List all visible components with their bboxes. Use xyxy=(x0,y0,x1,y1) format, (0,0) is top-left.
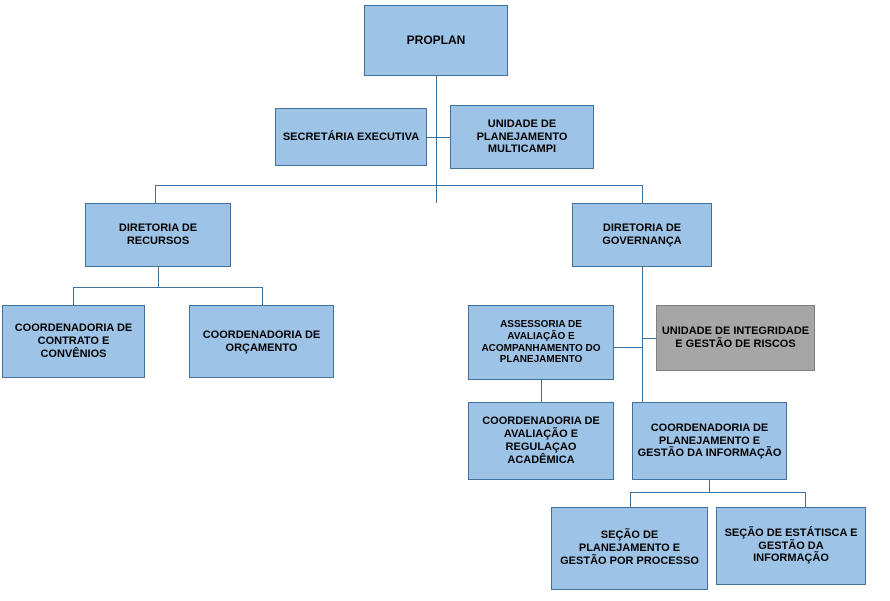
connector-coordplan-bus xyxy=(630,492,805,493)
connector-recursos-down xyxy=(158,267,159,287)
connector-coordaval-link-v xyxy=(541,380,542,402)
connector-coordplan-down xyxy=(642,347,643,402)
org-node-coord-orcamento[interactable]: COORDENADORIA DE ORÇAMENTO xyxy=(189,305,334,378)
org-node-proplan[interactable]: PROPLAN xyxy=(364,5,508,76)
org-node-secao-est[interactable]: SEÇÃO DE ESTÁTISCA E GESTÃO DA INFORMAÇÃO xyxy=(716,507,866,585)
connector-recursos-bus xyxy=(73,287,262,288)
org-node-dir-governanca[interactable]: DIRETORIA DE GOVERNANÇA xyxy=(572,203,712,267)
org-node-secao-proc[interactable]: SEÇÃO DE PLANEJAMENTO E GESTÃO POR PROCESSO xyxy=(551,507,708,590)
org-node-unidade-integ[interactable]: UNIDADE DE INTEGRIDADE E GESTÃO DE RISCOS xyxy=(656,305,815,371)
connector-coordplan-stem xyxy=(709,480,710,492)
connector-integridade-link xyxy=(642,338,656,339)
connector-contrato-drop xyxy=(73,287,74,305)
org-node-coord-plan[interactable]: COORDENADORIA DE PLANEJAMENTO E GESTÃO DA INFORMAÇÃO xyxy=(632,402,787,480)
org-node-dir-recursos[interactable]: DIRETORIA DE RECURSOS xyxy=(85,203,231,267)
connector-proplan-down xyxy=(436,76,437,203)
org-node-assessoria[interactable]: ASSESSORIA DE AVALIAÇÃO E ACOMPANHAMENTO DO PLANEJAMENTO xyxy=(468,305,614,380)
connector-governanca-down xyxy=(642,267,643,347)
org-node-secretaria[interactable]: SECRETÁRIA EXECUTIVA xyxy=(275,108,427,166)
connector-secretaria-to-trunk xyxy=(427,137,450,138)
connector-orcamento-drop xyxy=(262,287,263,305)
connector-secao-proc-drop xyxy=(630,492,631,507)
org-node-unidade-plan[interactable]: UNIDADE DE PLANEJAMENTO MULTICAMPI xyxy=(450,105,594,169)
connector-bus-right-drop xyxy=(642,185,643,203)
connector-assessoria-link xyxy=(614,347,642,348)
connector-secao-est-drop xyxy=(805,492,806,507)
org-node-coord-aval[interactable]: COORDENADORIA DE AVALIAÇÃO E REGULAÇAO ACADÊMICA xyxy=(468,402,614,480)
connector-level2-bus xyxy=(155,185,642,186)
org-node-coord-contrato[interactable]: COORDENADORIA DE CONTRATO E CONVÊNIOS xyxy=(2,305,145,378)
connector-bus-left-drop xyxy=(155,185,156,203)
